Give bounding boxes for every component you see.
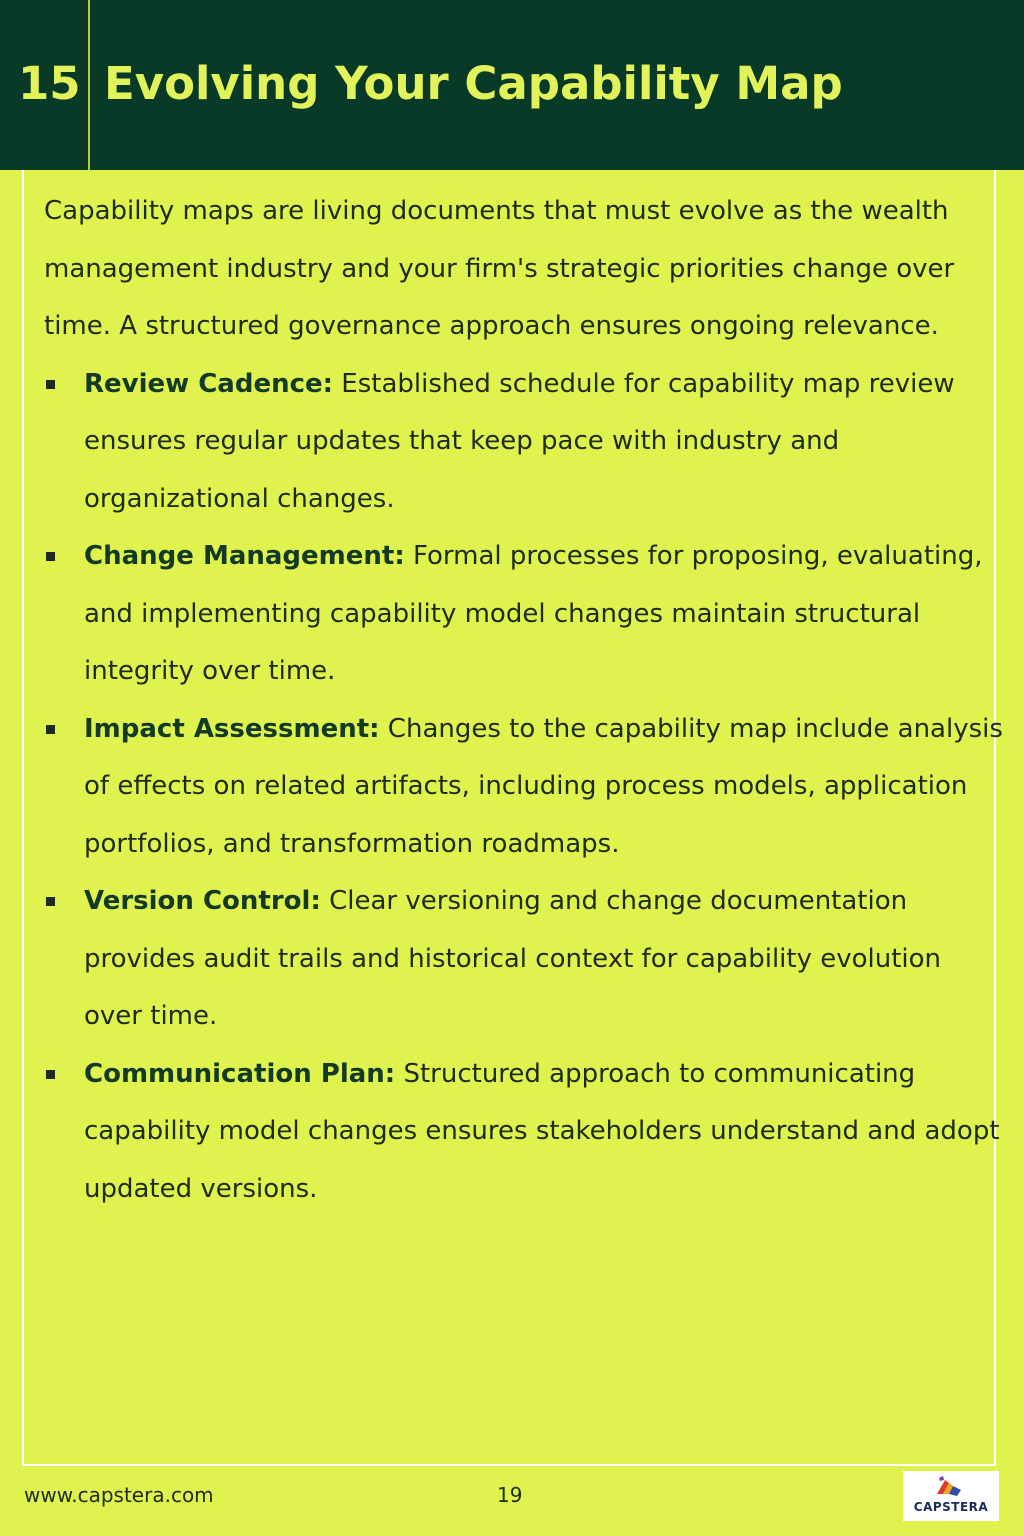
list-item [44,356,1004,529]
capstera-logo [903,1471,999,1521]
bullet-text: Changes to the capability map include analysis of effects on related artifacts, including process models, application portfolios, and transformation roadmaps. [84,713,1003,859]
bullet-term: Communication Plan: [84,1058,396,1089]
bullet-term: Impact Assessment: [84,713,380,744]
bullet-square-icon [46,1070,55,1079]
page-number: 19 [497,1483,523,1507]
bullet-square-icon [46,897,55,906]
bullet-list [44,356,1004,1219]
bullet-square-icon [46,380,55,389]
list-item [44,528,1004,701]
footer-website-link[interactable]: www.capstera.com [24,1483,214,1507]
capstera-logo-icon [931,1474,971,1500]
list-item [44,1046,1004,1219]
list-item [44,873,1004,1046]
bullet-term: Version Control: [84,886,321,916]
section-number: 15 [18,57,81,110]
bullet-term: Review Cadence: [84,368,334,399]
content-body [44,183,1004,1218]
bullet-text: Established schedule for capability map review ensures regular updates that keep pace with industry and organizational changes. [84,368,955,514]
logo-wordmark: CAPSTERA [913,1500,989,1514]
page-header [0,0,1024,170]
bullet-text: Structured approach to communicating capability model changes ensures stakeholders understand and adopt updated versions. [84,1058,1000,1204]
list-item [44,701,1004,874]
header-divider [88,0,90,170]
page-title: Evolving Your Capability Map [104,57,843,110]
bullet-text: Formal processes for proposing, evaluating, and implementing capability model changes maintain structural integrity over time. [84,541,983,686]
bullet-square-icon [46,725,55,734]
intro-paragraph: Capability maps are living documents that must evolve as the wealth management industry and your firm's strategic priorities change over time. A structured governance approach ensures ongoing relevance. [44,196,955,341]
bullet-term: Change Management: [84,541,405,571]
bullet-text: Clear versioning and change documentation provides audit trails and historical context for capability evolution over time. [84,886,942,1031]
bullet-square-icon [46,552,55,561]
